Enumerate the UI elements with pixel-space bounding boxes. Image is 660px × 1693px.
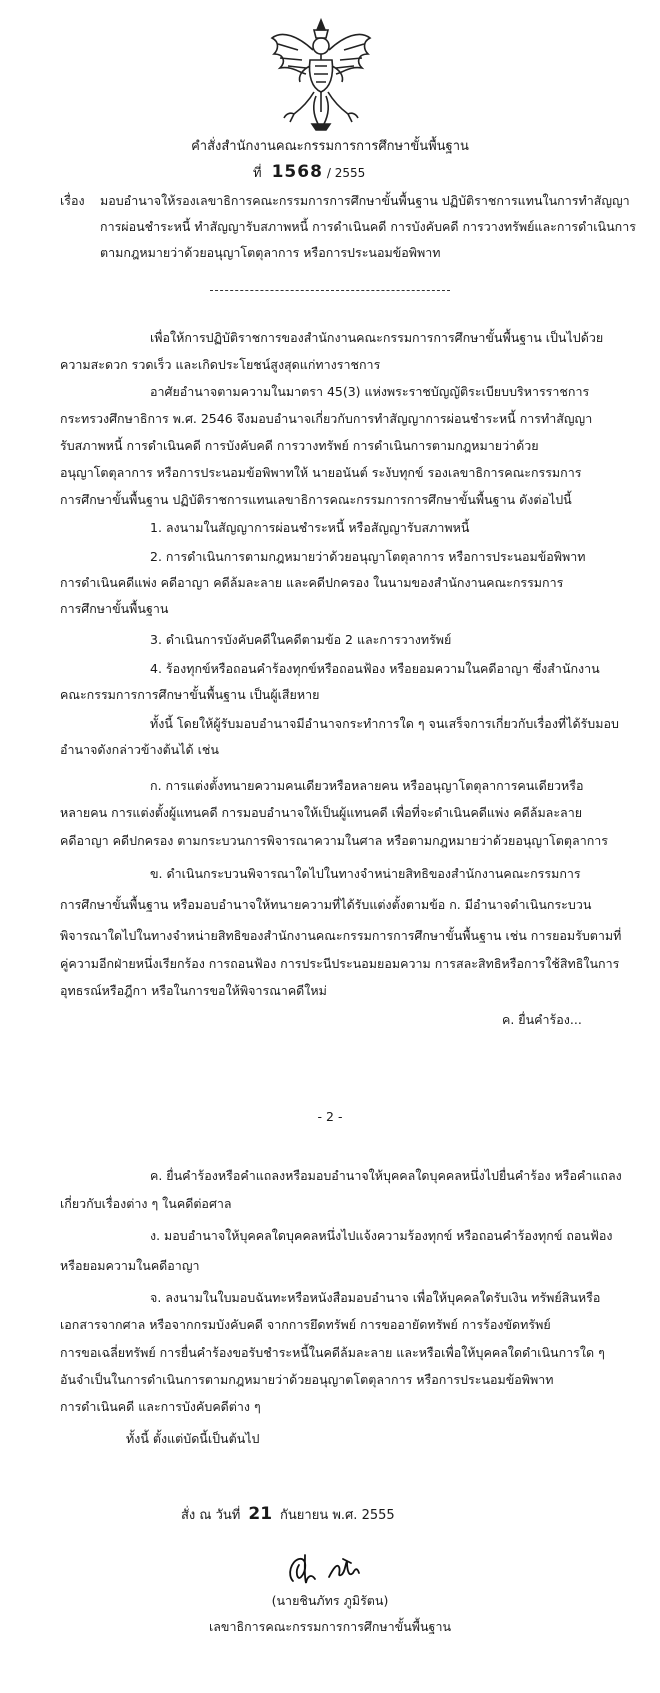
body-line: รับสภาพหนี้ การดำเนินคดี การบังคับคดี การวางทรัพย์ การดำเนินการตามกฎหมายว่าด้วย [60,438,539,453]
date-prefix: สั่ง ณ วันที่ [181,1508,241,1523]
body-line: การศึกษาขั้นพื้นฐาน [60,601,169,616]
body-line: การดำเนินคดี และการบังคับคดีต่าง ๆ [60,1399,261,1414]
body-line: พิจารณาใดไปในทางจำหน่ายสิทธิของสำนักงานคณะกรรมการการศึกษาขั้นพื้นฐาน เช่น การยอมรับตามที่ [60,928,622,943]
body-line: การขอเฉลี่ยทรัพย์ การยื่นคำร้องขอรับชำระหนี้ในคดีล้มละลาย และหรือเพื่อให้บุคคลใดดำเนินการใด ๆ [60,1345,605,1360]
sub-item-ka: ก. การแต่งตั้งทนายความคนเดียวหรือหลายคน หรืออนุญาโตตุลาการคนเดียวหรือ [150,778,584,793]
date-rest: กันยายน พ.ศ. 2555 [280,1508,395,1523]
list-item-3: 3. ดำเนินการบังคับคดีในคดีตามข้อ 2 และการวางทรัพย์ [150,632,452,647]
order-year: / 2555 [326,166,366,180]
order-number: 1568 [271,162,323,182]
effective-line: ทั้งนี้ ตั้งแต่บัดนี้เป็นต้นไป [126,1431,260,1446]
body-line: คู่ความอีกฝ่ายหนึ่งเรียกร้อง การถอนฟ้อง การประนีประนอมยอมความ การสละสิทธิหรือการใช้สิทธิในการ [60,956,620,971]
body-line: อำนาจดังกล่าวข้างต้นได้ เช่น [60,742,219,757]
list-item-1: 1. ลงนามในสัญญาการผ่อนชำระหนี้ หรือสัญญารับสภาพหนี้ [150,520,470,535]
body-line: หลายคน การแต่งตั้งผู้แทนคดี การมอบอำนาจให้เป็นผู้แทนคดี เพื่อที่จะดำเนินคดีแพ่ง คดีล้มละลาย [60,805,583,820]
page-number: - 2 - [317,1109,343,1124]
date-day: 21 [248,1504,273,1524]
date-row [181,1506,395,1524]
body-line: กระทรวงศึกษาธิการ พ.ศ. 2546 จึงมอบอำนาจเกี่ยวกับการทำสัญญาการผ่อนชำระหนี้ การทำสัญญา [60,411,593,426]
body-line: ทั้งนี้ โดยให้ผู้รับมอบอำนาจมีอำนาจกระทำการใด ๆ จนเสร็จการเกี่ยวกับเรื่องที่ได้รับมอบ [150,716,619,731]
body-line: อนุญาโตตุลาการ หรือการประนอมข้อพิพาทให้ นายอนันต์ ระงับทุกข์ รองเลขาธิการคณะกรรมการ [60,465,582,480]
body-line: คณะกรรมการการศึกษาขั้นพื้นฐาน เป็นผู้เสียหาย [60,687,320,702]
sub-item-kho-khon: ค. ยื่นคำร้องหรือคำแถลงหรือมอบอำนาจให้บุคคลใดบุคคลหนึ่งไปยื่นคำร้อง หรือคำแถลง [150,1168,622,1183]
number-label: ที่ [253,166,262,181]
signatory-position: เลขาธิการคณะกรรมการการศึกษาขั้นพื้นฐาน [208,1619,452,1634]
body-line: อันจำเป็นในการดำเนินการตามกฎหมายว่าด้วยอนุญาตโตตุลาการ หรือการประนอมข้อพิพาท [60,1372,554,1387]
order-number-row [253,164,365,182]
divider [210,290,450,291]
subject-label: เรื่อง [60,193,85,208]
subject-line: การผ่อนชำระหนี้ ทำสัญญารับสภาพหนี้ การดำเนินคดี การบังคับคดี การวางทรัพย์และการดำเนินการ [100,219,636,234]
body-line: คดีอาญา คดีปกครอง ตามกระบวนการพิจารณาความในศาล หรือตามกฎหมายว่าด้วยอนุญาโตตุลาการ [60,833,609,848]
sub-item-ngo: ง. มอบอำนาจให้บุคคลใดบุคคลหนึ่งไปแจ้งความร้องทุกข์ หรือถอนคำร้องทุกข์ ถอนฟ้อง [150,1228,613,1243]
list-item-2: 2. การดำเนินการตามกฎหมายว่าด้วยอนุญาโตตุลาการ หรือการประนอมข้อพิพาท [150,549,586,564]
body-line: หรือยอมความในคดีอาญา [60,1258,200,1273]
sub-item-kho: ข. ดำเนินกระบวนพิจารณาใดไปในทางจำหน่ายสิทธิของสำนักงานคณะกรรมการ [150,866,581,881]
order-title: คำสั่งสำนักงานคณะกรรมการการศึกษาขั้นพื้นฐาน [191,139,469,154]
body-line: เอกสารจากศาล หรือจากกรมบังคับคดี จากการยึดทรัพย์ การขออายัดทรัพย์ การร้องขัดทรัพย์ [60,1317,551,1332]
body-line: อาศัยอำนาจตามความในมาตรา 45(3) แห่งพระราชบัญญัติระเบียบบริหารราชการ [150,384,590,399]
body-line: การศึกษาขั้นพื้นฐาน หรือมอบอำนาจให้ทนายความที่ได้รับแต่งตั้งตามข้อ ก. มีอำนาจดำเนินกระบวน [60,897,592,912]
body-line: ความสะดวก รวดเร็ว และเกิดประโยชน์สูงสุดแก่ทางราชการ [60,357,381,372]
list-item-4: 4. ร้องทุกข์หรือถอนคำร้องทุกข์หรือถอนฟ้อง หรือยอมความในคดีอาญา ซึ่งสำนักงาน [150,661,600,676]
continued-marker: ค. ยื่นคำร้อง... [502,1012,582,1027]
subject-line: มอบอำนาจให้รองเลขาธิการคณะกรรมการการศึกษาขั้นพื้นฐาน ปฏิบัติราชการแทนในการทำสัญญา [100,193,630,208]
garuda-emblem-icon [268,16,374,134]
body-line: อุทธรณ์หรือฎีกา หรือในการขอให้พิจารณาคดีใหม่ [60,983,327,998]
body-line: เกี่ยวกับเรื่องต่าง ๆ ในคดีต่อศาล [60,1196,232,1211]
sub-item-cho: จ. ลงนามในใบมอบฉันทะหรือหนังสือมอบอำนาจ เพื่อให้บุคคลใดรับเงิน ทรัพย์สินหรือ [150,1290,601,1305]
body-line: การศึกษาขั้นพื้นฐาน ปฏิบัติราชการแทนเลขาธิการคณะกรรมการการศึกษาขั้นพื้นฐาน ดังต่อไปนี้ [60,492,572,507]
body-line: เพื่อให้การปฏิบัติราชการของสำนักงานคณะกรรมการการศึกษาขั้นพื้นฐาน เป็นไปด้วย [150,330,604,345]
handwritten-signature-icon [285,1551,375,1589]
body-line: การดำเนินคดีแพ่ง คดีอาญา คดีล้มละลาย และคดีปกครอง ในนามของสำนักงานคณะกรรมการ [60,575,564,590]
subject-line: ตามกฎหมายว่าด้วยอนุญาโตตุลาการ หรือการประนอมข้อพิพาท [100,245,441,260]
signatory-name: (นายชินภัทร ภูมิรัตน) [271,1593,389,1608]
